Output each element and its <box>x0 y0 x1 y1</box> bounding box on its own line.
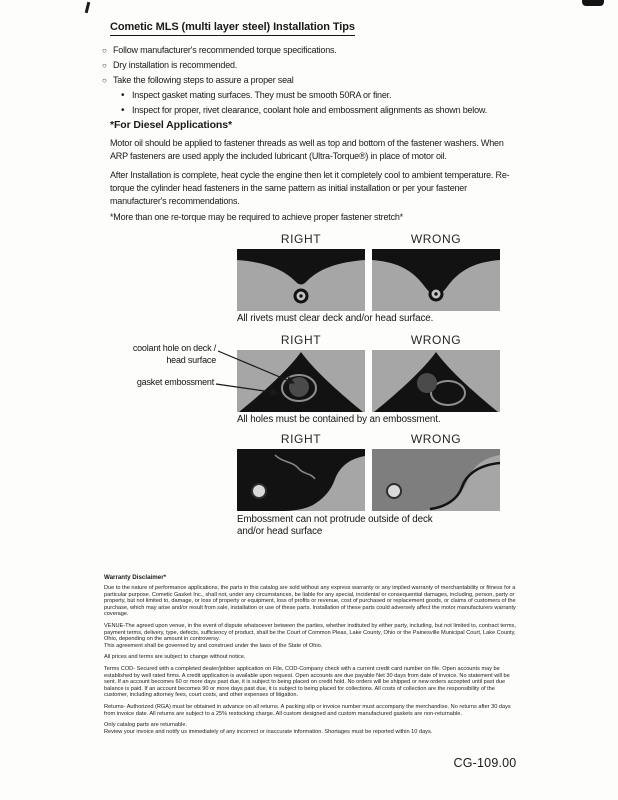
coolant-hole <box>289 377 309 397</box>
diesel-heading: *For Diesel Applications* <box>110 119 232 131</box>
warranty-paragraph: All prices and terms are subject to change without notice. <box>104 654 246 661</box>
scan-mark-top-left <box>85 2 91 13</box>
figure-1-caption: All rivets must clear deck and/or head surface. <box>237 313 434 324</box>
diesel-paragraph-2: After Installation is complete, heat cycle the engine then let it completely cool to ambient temperature. Re-torque the cylinder head fasteners in the same pattern as initial installation or per your fastener manufacturer's recommendations. <box>110 170 510 206</box>
tip-item: ○ Dry installation is recommended. <box>102 58 526 73</box>
coolant-hole <box>417 373 437 393</box>
figure-2-wrong-label: WRONG <box>410 333 462 347</box>
figure-3 <box>237 432 500 511</box>
figure-1-wrong-diagram <box>372 249 500 311</box>
tips-list <box>102 43 526 118</box>
page-number: CG-109.00 <box>453 756 517 770</box>
warranty-paragraph: Review your invoice and notify us immediately of any incorrect or inaccurate information. Shortages must be reported within 10 days. <box>104 728 433 735</box>
bolt-hole <box>252 484 266 498</box>
warranty-paragraph: Due to the nature of performance applications, the parts in this catalog are sold without any express warranty or any implied warranty of merchantability or fitness for a particular purpose. Cometic Gasket Inc., shall not, under any circumstances, be liable for any special, incidental or consequential damages, including, person, party or property, but not limited to, damage, or loss of property or equipment, loss of profits or revenue, cost of purchased or replacement goods, or claims of customers of the purchase, which may arise and/or result from sale, installation or use of these parts. Installation of these parts could adversely affect the motor manufacturers warranty coverage. <box>104 585 516 618</box>
figure-2-wrong-diagram <box>372 350 500 412</box>
warranty-paragraph: VENUE-The agreed upon venue, in the event of dispute whatsoever between the parties, whether instituted by either party, including, but not limited to, contract terms, payment terms, delivery, type, defects, sufficiency of product, shall be the Court of Common Pleas, Lake County, Ohio or the Painesville Municipal Court, Lake County, Ohio, depending on the amount in controversy. <box>104 622 516 643</box>
warranty-paragraph: This agreement shall be governed by and construed under the laws of the State of Ohio. <box>104 642 323 649</box>
tip-item: ○ Follow manufacturer's recommended torque specifications. <box>102 43 526 58</box>
tip-subitem: • Inspect for proper, rivet clearance, coolant hole and embossment alignments as shown below. <box>121 103 526 118</box>
figure-3-wrong-label: WRONG <box>410 432 462 446</box>
tip-item: ○ Take the following steps to assure a proper seal <box>102 73 526 88</box>
diesel-paragraph-1: Motor oil should be applied to fastener threads as well as top and bottom of the fastener washers. When ARP fasteners are used apply the included lubricant (Ultra-Torque®) in place of motor oil. <box>110 138 504 161</box>
figure-2-right-label: RIGHT <box>280 333 322 347</box>
scan-mark-top-right <box>582 0 604 6</box>
warranty-paragraph: Only catalog parts are returnable. <box>104 722 188 729</box>
annotation-gasket-embossment-label: gasket embossment <box>136 377 214 387</box>
tip-subitem: • Inspect gasket mating surfaces. They must be smooth 50RA or finer. <box>121 88 526 103</box>
page-title <box>110 21 355 33</box>
figure-2-right-diagram <box>237 350 365 412</box>
figure-1-right-label: RIGHT <box>280 232 322 246</box>
figure-1-wrong-label: WRONG <box>410 232 462 246</box>
figure-3-right-label: RIGHT <box>280 432 322 446</box>
retorque-note: *More than one re-torque may be required to achieve proper fastener stretch* <box>110 212 403 222</box>
page-title-text: Cometic MLS (multi layer steel) Installation Tips <box>110 21 355 36</box>
figure-3-caption: Embossment can not protrude outside of deck and/or head surface <box>237 514 433 537</box>
figure-1 <box>237 232 500 311</box>
bolt-hole <box>387 484 401 498</box>
warranty-heading: Warranty Disclaimer* <box>104 574 167 581</box>
warranty-paragraph: Terms COD- Secured with a completed dealer/jobber application on File, COD-Company check with a current credit card number on file. Open accounts may be established by well rated firms. A credit application is available upon request. Open accounts are due payable Net 30 days from date of invoice. No statement will be sent. If an account becomes 60 or more days past due, it is subject to being placed on credit hold. No orders will be shipped or new orders accepted until past due balance is paid. If an account becomes 90 or more days past due, it is subject to being placed for collections. All costs of collection are the responsibility of the customer, including attorney fees, court costs, and other expenses of litigation. <box>104 665 510 699</box>
warranty-paragraph: Returns- Authorized (RGA) must be obtained in advance on all returns. A packing slip or invoice number must accompany the merchandise. No returns after 30 days from invoice date. All returns are subject to a 25% restocking charge. All custom designed and custom manufactured gaskets are non-returnable. <box>104 703 511 717</box>
annotation-coolant-hole-label: coolant hole on deck / head surface <box>132 343 216 365</box>
rivet-center <box>434 292 437 295</box>
warranty-section <box>104 574 518 740</box>
figure-2 <box>237 333 500 412</box>
figure-1-right-diagram <box>237 249 365 311</box>
figure-2-caption: All holes must be contained by an embossment. <box>237 414 441 425</box>
rivet-center <box>299 294 302 297</box>
figure-3-wrong-diagram <box>372 449 500 511</box>
figure-3-right-diagram <box>237 449 365 511</box>
